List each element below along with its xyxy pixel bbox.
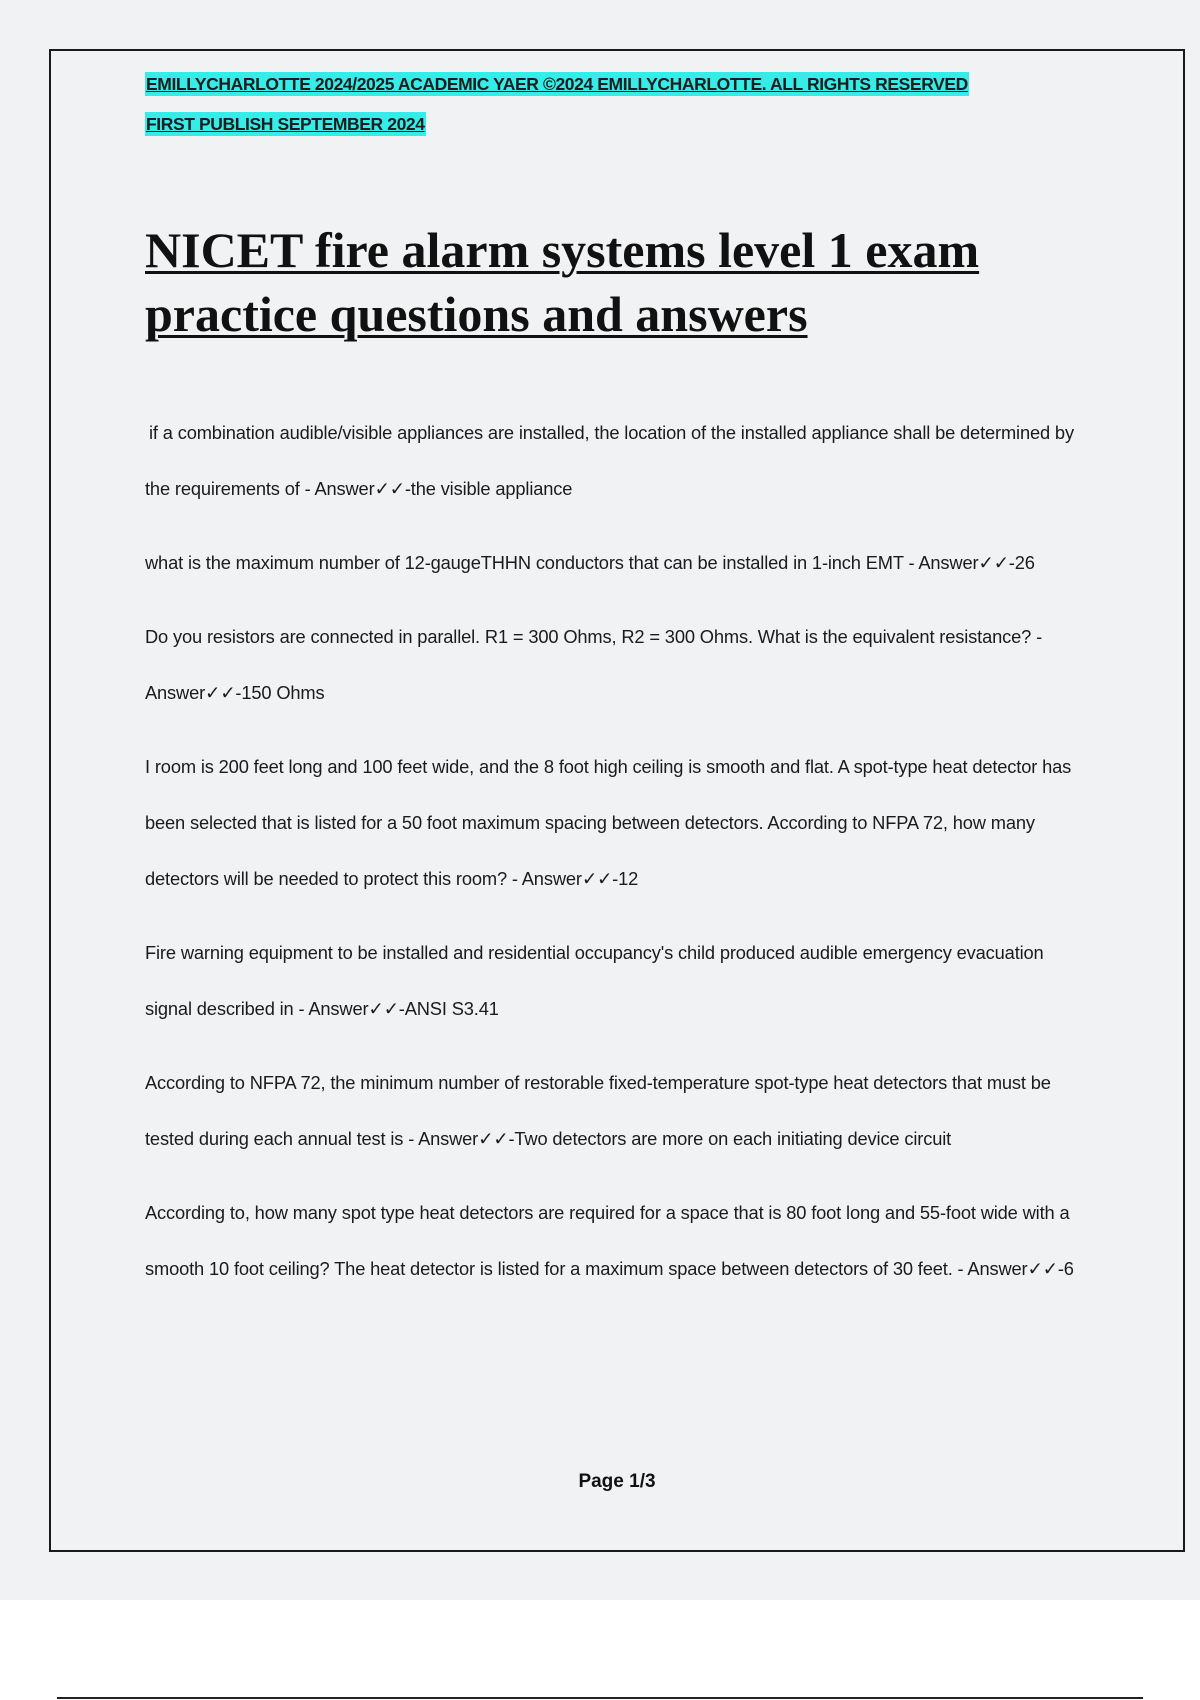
answer-marker: Answer✓✓- (918, 552, 1015, 573)
answer-text: ANSI S3.41 (404, 998, 499, 1019)
question-text: According to, how many spot type heat detectors are required for a space that is 80 foot long and 55-foot wide with a smooth 10 foot ceiling? The heat detector is listed for a maximum space between detectors of 30 feet. - (145, 1202, 1070, 1279)
question-text: Fire warning equipment to be installed and residential occupancy's child produced audible emergency evacuation signal described in - (145, 942, 1044, 1019)
copyright-line: EMILLYCHARLOTTE 2024/2025 ACADEMIC YAER ©2024 EMILLYCHARLOTTE. ALL RIGHTS RESERVED (146, 74, 968, 94)
answer-marker: Answer✓✓- (521, 868, 619, 889)
answer-text: 12 (618, 868, 639, 889)
answer-marker: Answer✓✓- (145, 682, 242, 703)
qa-item (145, 609, 1095, 721)
copyright-header (145, 72, 1065, 136)
answer-marker: Answer✓✓- (308, 998, 405, 1019)
question-text: what is the maximum number of 12-gaugeTHHN conductors that can be installed in 1-inch EMT - (145, 552, 919, 573)
question-text: if a combination audible/visible appliances are installed, the location of the installed appliance shall be determined by the requirements of - (145, 422, 1074, 499)
answer-text: the visible appliance (410, 478, 573, 499)
question-text: I room is 200 feet long and 100 feet wide, and the 8 foot high ceiling is smooth and flat. A spot-type heat detector has been selected that is listed for a 50 foot maximum spacing between detectors. According to NFPA 72, how many detectors will be needed to protect this room? - (145, 756, 1072, 889)
next-page-rule (57, 1697, 1143, 1699)
answer-text: 26 (1014, 552, 1035, 573)
page-number: Page 1/3 (578, 1471, 656, 1492)
qa-item (145, 925, 1095, 1037)
question-text: According to NFPA 72, the minimum number of restorable fixed-temperature spot-type heat detectors that must be tested during each annual test is - (145, 1072, 1051, 1149)
answer-marker: Answer✓✓- (314, 478, 411, 499)
question-text: Do you resistors are connected in parallel. R1 = 300 Ohms, R2 = 300 Ohms. What is the equivalent resistance? - (145, 626, 1043, 647)
qa-list (145, 405, 1095, 1315)
qa-item (145, 1185, 1095, 1297)
answer-text: Two detectors are more on each initiating device circuit (514, 1128, 952, 1149)
answer-text: 150 Ohms (241, 682, 325, 703)
qa-item (145, 535, 1095, 591)
qa-item (145, 405, 1095, 517)
document-title: NICET fire alarm systems level 1 exam practice questions and answers (145, 222, 980, 342)
answer-text: 6 (1063, 1258, 1074, 1279)
answer-marker: Answer✓✓- (967, 1258, 1064, 1279)
qa-item (145, 1055, 1095, 1167)
qa-item (145, 739, 1095, 907)
publish-date-line: FIRST PUBLISH SEPTEMBER 2024 (146, 114, 425, 134)
answer-marker: Answer✓✓- (418, 1128, 515, 1149)
